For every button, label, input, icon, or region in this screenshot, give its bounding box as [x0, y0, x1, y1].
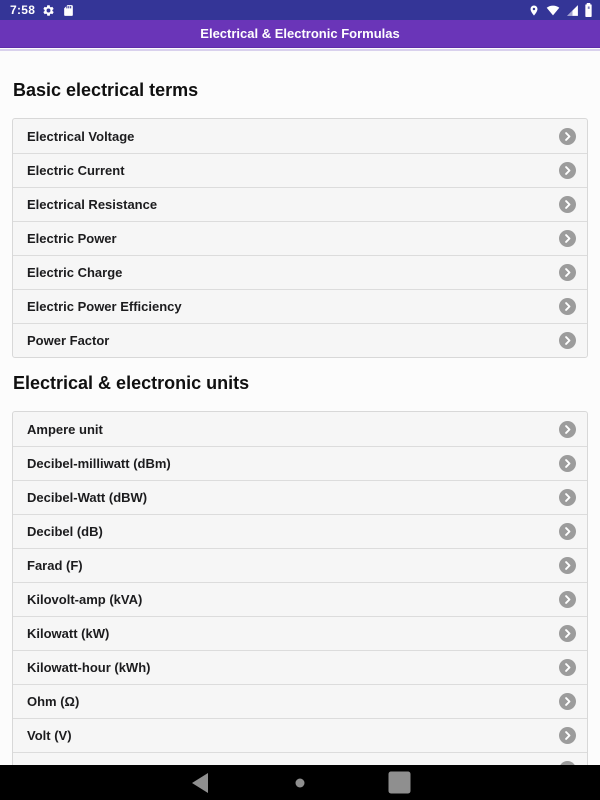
list-units [12, 411, 588, 787]
status-bar-left [10, 3, 75, 17]
chevron-right-icon [559, 264, 576, 281]
wifi-icon [545, 4, 561, 17]
list-item-electric-power[interactable]: Electric Power [13, 221, 587, 255]
chevron-right-icon [559, 332, 576, 349]
navigation-bar [0, 765, 600, 800]
chevron-right-icon [559, 659, 576, 676]
back-button[interactable] [176, 765, 224, 800]
list-item-decibel-milliwatt[interactable]: Decibel-milliwatt (dBm) [13, 446, 587, 480]
recents-icon [388, 771, 411, 794]
chevron-right-icon [559, 727, 576, 744]
chevron-right-icon [559, 298, 576, 315]
status-time: 7:58 [10, 3, 36, 17]
sd-card-icon [62, 4, 75, 17]
chevron-right-icon [559, 196, 576, 213]
chevron-right-icon [559, 523, 576, 540]
chevron-right-icon [559, 489, 576, 506]
chevron-right-icon [559, 421, 576, 438]
settings-icon [42, 4, 55, 17]
list-item-kilowatt[interactable]: Kilowatt (kW) [13, 616, 587, 650]
home-button[interactable] [276, 765, 324, 800]
cell-signal-icon [566, 4, 579, 17]
chevron-right-icon [559, 162, 576, 179]
list-item-ampere-unit[interactable]: Ampere unit [13, 412, 587, 446]
chevron-right-icon [559, 128, 576, 145]
chevron-right-icon [559, 557, 576, 574]
location-icon [528, 4, 540, 17]
list-item-volt[interactable]: Volt (V) [13, 718, 587, 752]
app-title: Electrical & Electronic Formulas [200, 26, 400, 41]
list-item-electric-current[interactable]: Electric Current [13, 153, 587, 187]
list-item-ohm[interactable]: Ohm (Ω) [13, 684, 587, 718]
list-item-farad[interactable]: Farad (F) [13, 548, 587, 582]
status-bar [0, 0, 600, 20]
section-title-basic-terms: Basic electrical terms [13, 80, 199, 100]
list-item-decibel-watt[interactable]: Decibel-Watt (dBW) [13, 480, 587, 514]
content [0, 51, 600, 800]
list-item-electric-power-efficiency[interactable]: Electric Power Efficiency [13, 289, 587, 323]
list-basic-terms [12, 118, 588, 358]
chevron-right-icon [559, 230, 576, 247]
list-item-electric-charge[interactable]: Electric Charge [13, 255, 587, 289]
status-bar-right [528, 3, 593, 17]
section-title-units: Electrical & electronic units [13, 373, 250, 393]
battery-icon [584, 3, 593, 17]
list-item-power-factor[interactable]: Power Factor [13, 323, 587, 357]
recents-button[interactable] [375, 765, 423, 800]
app-bar [0, 20, 600, 48]
list-item-decibel[interactable]: Decibel (dB) [13, 514, 587, 548]
home-icon [295, 778, 305, 788]
list-item-kilovolt-amp[interactable]: Kilovolt-amp (kVA) [13, 582, 587, 616]
chevron-right-icon [559, 625, 576, 642]
list-item-electrical-resistance[interactable]: Electrical Resistance [13, 187, 587, 221]
list-item-electrical-voltage[interactable]: Electrical Voltage [13, 119, 587, 153]
back-icon [190, 772, 210, 794]
chevron-right-icon [559, 693, 576, 710]
list-item-kilowatt-hour[interactable]: Kilowatt-hour (kWh) [13, 650, 587, 684]
chevron-right-icon [559, 455, 576, 472]
chevron-right-icon [559, 591, 576, 608]
